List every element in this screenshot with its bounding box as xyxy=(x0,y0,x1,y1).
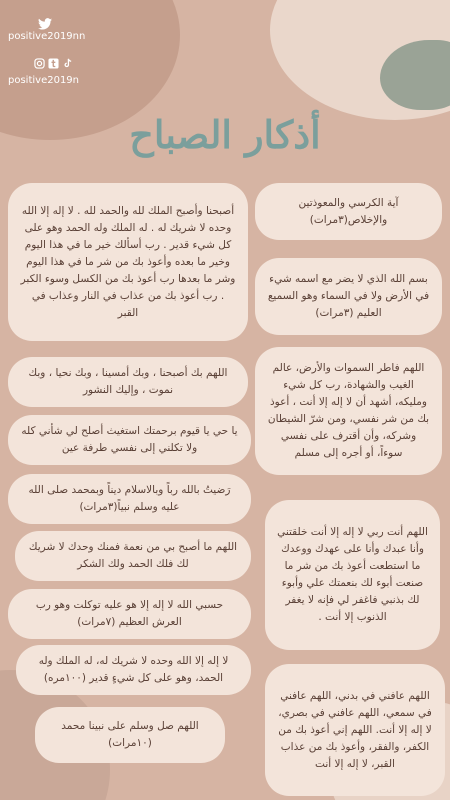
dhikr-card-asbahna: أصبحنا وأصبح الملك لله والحمد لله . لا إله إلا الله وحده لا شريك له . له الملك وله الحمد وهو على كل شيء قدير . رب أسألك خير ما في هذا اليوم وخير ما بعده وأعوذ بك من شر ما في هذا اليوم وشر ما بعدها رب أعوذ بك من الكسل وسوء الكبر . رب أعوذ بك من عذاب في النار وعذاب في القبر xyxy=(8,183,248,341)
tiktok-icon[interactable] xyxy=(62,58,73,74)
dhikr-card-salat: اللهم صل وسلم على نبينا محمد (١٠مرات) xyxy=(35,707,225,763)
social-handles xyxy=(8,18,85,88)
twitter-handle[interactable]: positive2019nn xyxy=(8,31,86,42)
dhikr-card-hasbiya: حسبي الله لا إله إلا هو عليه توكلت وهو رب العرش العظيم (٧مرات) xyxy=(8,589,251,639)
dhikr-card-bika-asbahna: اللهم بك أصبحنا ، وبك أمسينا ، وبك نحيا ، وبك نموت ، وإليك النشور xyxy=(8,357,248,407)
dhikr-card-tahlil: لا إله إلا الله وحده لا شريك له، له الملك وله الحمد، وهو على كل شيءٍ قدير (١٠٠مره) xyxy=(16,645,251,695)
dhikr-card-sayyid-istighfar: اللهم أنت ربي لا إله إلا أنت خلقتني وأنا عبدك وأنا على عهدك ووعدك ما استطعت أعوذ بك من شر ما صنعت أبوء لك بنعمتك علي وأبوء لك بذنبي فاغفر لي فإنه لا يغفر الذنوب إلا أنت . xyxy=(265,500,440,650)
instagram-icon[interactable] xyxy=(34,58,45,74)
dhikr-card-bismillah: بسم الله الذي لا يضر مع اسمه شيء في الأرض ولا في السماء وهو السميع العليم (٣مرات) xyxy=(255,258,442,335)
twitter-icon[interactable] xyxy=(38,18,52,30)
other-handle[interactable]: positive2019n xyxy=(8,75,80,86)
dhikr-card-fatir: اللهم فاطر السموات والأرض، عالم الغيب والشهادة، رب كل شيء ومليكه، أشهد أن لا إله إلا أنت ، أعوذ بك من شر نفسي، ومن شرّ الشيطان وشركه، وأن أقترف على نفسي سوءاً، أو أجره إلى مسلم xyxy=(255,347,442,475)
dhikr-card-ya-hayy: يا حي يا قيوم برحمتك استغيث أصلح لي شأني كله ولا تكلني إلى نفسي طرفة عين xyxy=(8,415,251,465)
dhikr-card-ma-asbaha: اللهم ما أصبح بي من نعمة فمنك وحدك لا شريك لك فلك الحمد ولك الشكر xyxy=(15,531,251,581)
page-title: أذكار الصباح xyxy=(129,112,321,157)
dhikr-card-ayat-kursi: آية الكرسي والمعوذتين والإخلاص(٣مرات) xyxy=(255,183,442,240)
dhikr-card-raditu: رَضيتُ بالله رباً وبالاسلام ديناً وبمحمد صلى الله عليه وسلم نبياً(٣مرات) xyxy=(8,474,251,524)
tumblr-icon[interactable] xyxy=(48,58,59,74)
dhikr-card-afini: اللهم عافني في بدني، اللهم عافني في سمعي، اللهم عافني في بصري، لا إله إلا أنت. اللهم إني أعوذ بك من الكفر، والفقر، وأعوذ بك من عذاب القبر، لا إله إلا أنت xyxy=(265,664,445,796)
